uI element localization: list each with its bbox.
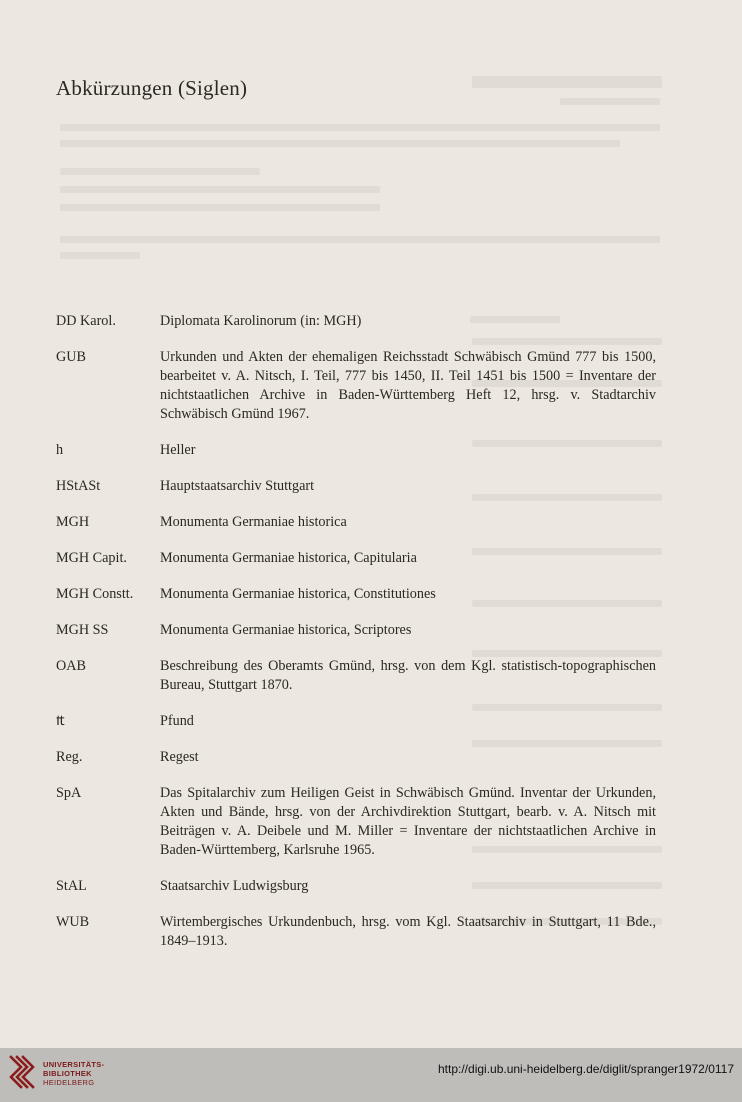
entry-description: Diplomata Karolinorum (in: MGH): [160, 313, 362, 329]
entry-abbreviation: OAB: [56, 658, 86, 674]
entry-description: Monumenta Germaniae historica, Scriptores: [160, 622, 412, 638]
abbreviation-list: [56, 312, 656, 951]
entry-pfund: [56, 712, 656, 731]
logo-line-1: UNIVERSITÄTS-: [43, 1060, 105, 1069]
entry-abbreviation: StAL: [56, 878, 87, 894]
entry-reg: [56, 748, 656, 767]
page-title: Abkürzungen (Siglen): [56, 76, 248, 100]
entry-description: Beschreibung des Oberamts Gmünd, hrsg. von dem Kgl. statistisch-topographischen Bureau, Stuttgart 1870.: [160, 658, 656, 693]
entry-abbreviation: MGH: [56, 514, 90, 530]
logo-line-3: HEIDELBERG: [43, 1078, 95, 1087]
entry-abbreviation: WUB: [56, 914, 90, 930]
entry-abbreviation: MGH SS: [56, 622, 109, 638]
entry-h: [56, 441, 656, 460]
entry-oab: [56, 657, 656, 695]
entry-description: Regest: [160, 749, 199, 765]
entry-gub: [56, 348, 656, 424]
entry-abbreviation: HStASt: [56, 478, 101, 494]
entry-abbreviation: MGH Constt.: [56, 586, 134, 602]
entry-description: Pfund: [160, 713, 194, 729]
viewer-footer: [0, 1048, 742, 1102]
entry-abbreviation: h: [56, 442, 64, 458]
university-library-logo-icon[interactable]: [8, 1053, 38, 1093]
entry-mgh-constt: [56, 585, 656, 604]
entry-abbreviation: MGH Capit.: [56, 550, 127, 566]
entry-wub: [56, 913, 656, 951]
entry-description: Wirtembergisches Urkundenbuch, hrsg. vom Kgl. Staatsarchiv in Stuttgart, 11 Bde., 1849–1913.: [160, 914, 656, 949]
entry-stal: [56, 877, 656, 896]
entry-description: Das Spitalarchiv zum Heiligen Geist in Schwäbisch Gmünd. Inventar der Urkunden, Akten und Bände, hrsg. von der Archivdirektion Stuttgart, bearb. v. A. Nitsch mit Beiträgen v. A. Deibele und M. Miller = Inventare der nichtstaatlichen Archive in Baden-Württemberg, Karlsruhe 1965.: [160, 785, 656, 858]
entry-description: Hauptstaatsarchiv Stuttgart: [160, 478, 315, 494]
entry-description: Urkunden und Akten der ehemaligen Reichsstadt Schwäbisch Gmünd 777 bis 1500, bearbeitet v. A. Nitsch, I. Teil, 777 bis 1450, II. Teil 1451 bis 1500 = Inventare der nichtstaatlichen Archive in Baden-Württemberg Heft 12, hrsg. v. Stadtarchiv Schwäbisch Gmünd 1967.: [160, 349, 656, 422]
university-library-logo-text[interactable]: [43, 1060, 104, 1087]
entry-description: Monumenta Germaniae historica: [160, 514, 347, 530]
entry-description: Monumenta Germaniae historica, Capitularia: [160, 550, 417, 566]
entry-description: Heller: [160, 442, 196, 458]
entry-mgh: [56, 513, 656, 532]
entry-description: Monumenta Germaniae historica, Constitutiones: [160, 586, 436, 602]
permalink-url[interactable]: http://digi.ub.uni-heidelberg.de/diglit/spranger1972/0117: [438, 1062, 734, 1076]
entry-spa: [56, 784, 656, 860]
entry-description: Staatsarchiv Ludwigsburg: [160, 878, 309, 894]
entry-abbreviation: GUB: [56, 349, 86, 365]
logo-line-2: BIBLIOTHEK: [43, 1069, 92, 1078]
entry-abbreviation: DD Karol.: [56, 313, 116, 329]
entry-mgh-ss: [56, 621, 656, 640]
entry-abbreviation: Reg.: [56, 749, 83, 765]
entry-abbreviation: SpA: [56, 785, 82, 801]
entry-mgh-capit: [56, 549, 656, 568]
entry-abbreviation: ₶: [56, 713, 65, 729]
entry-dd-karol: [56, 312, 656, 331]
entry-hstast: [56, 477, 656, 496]
